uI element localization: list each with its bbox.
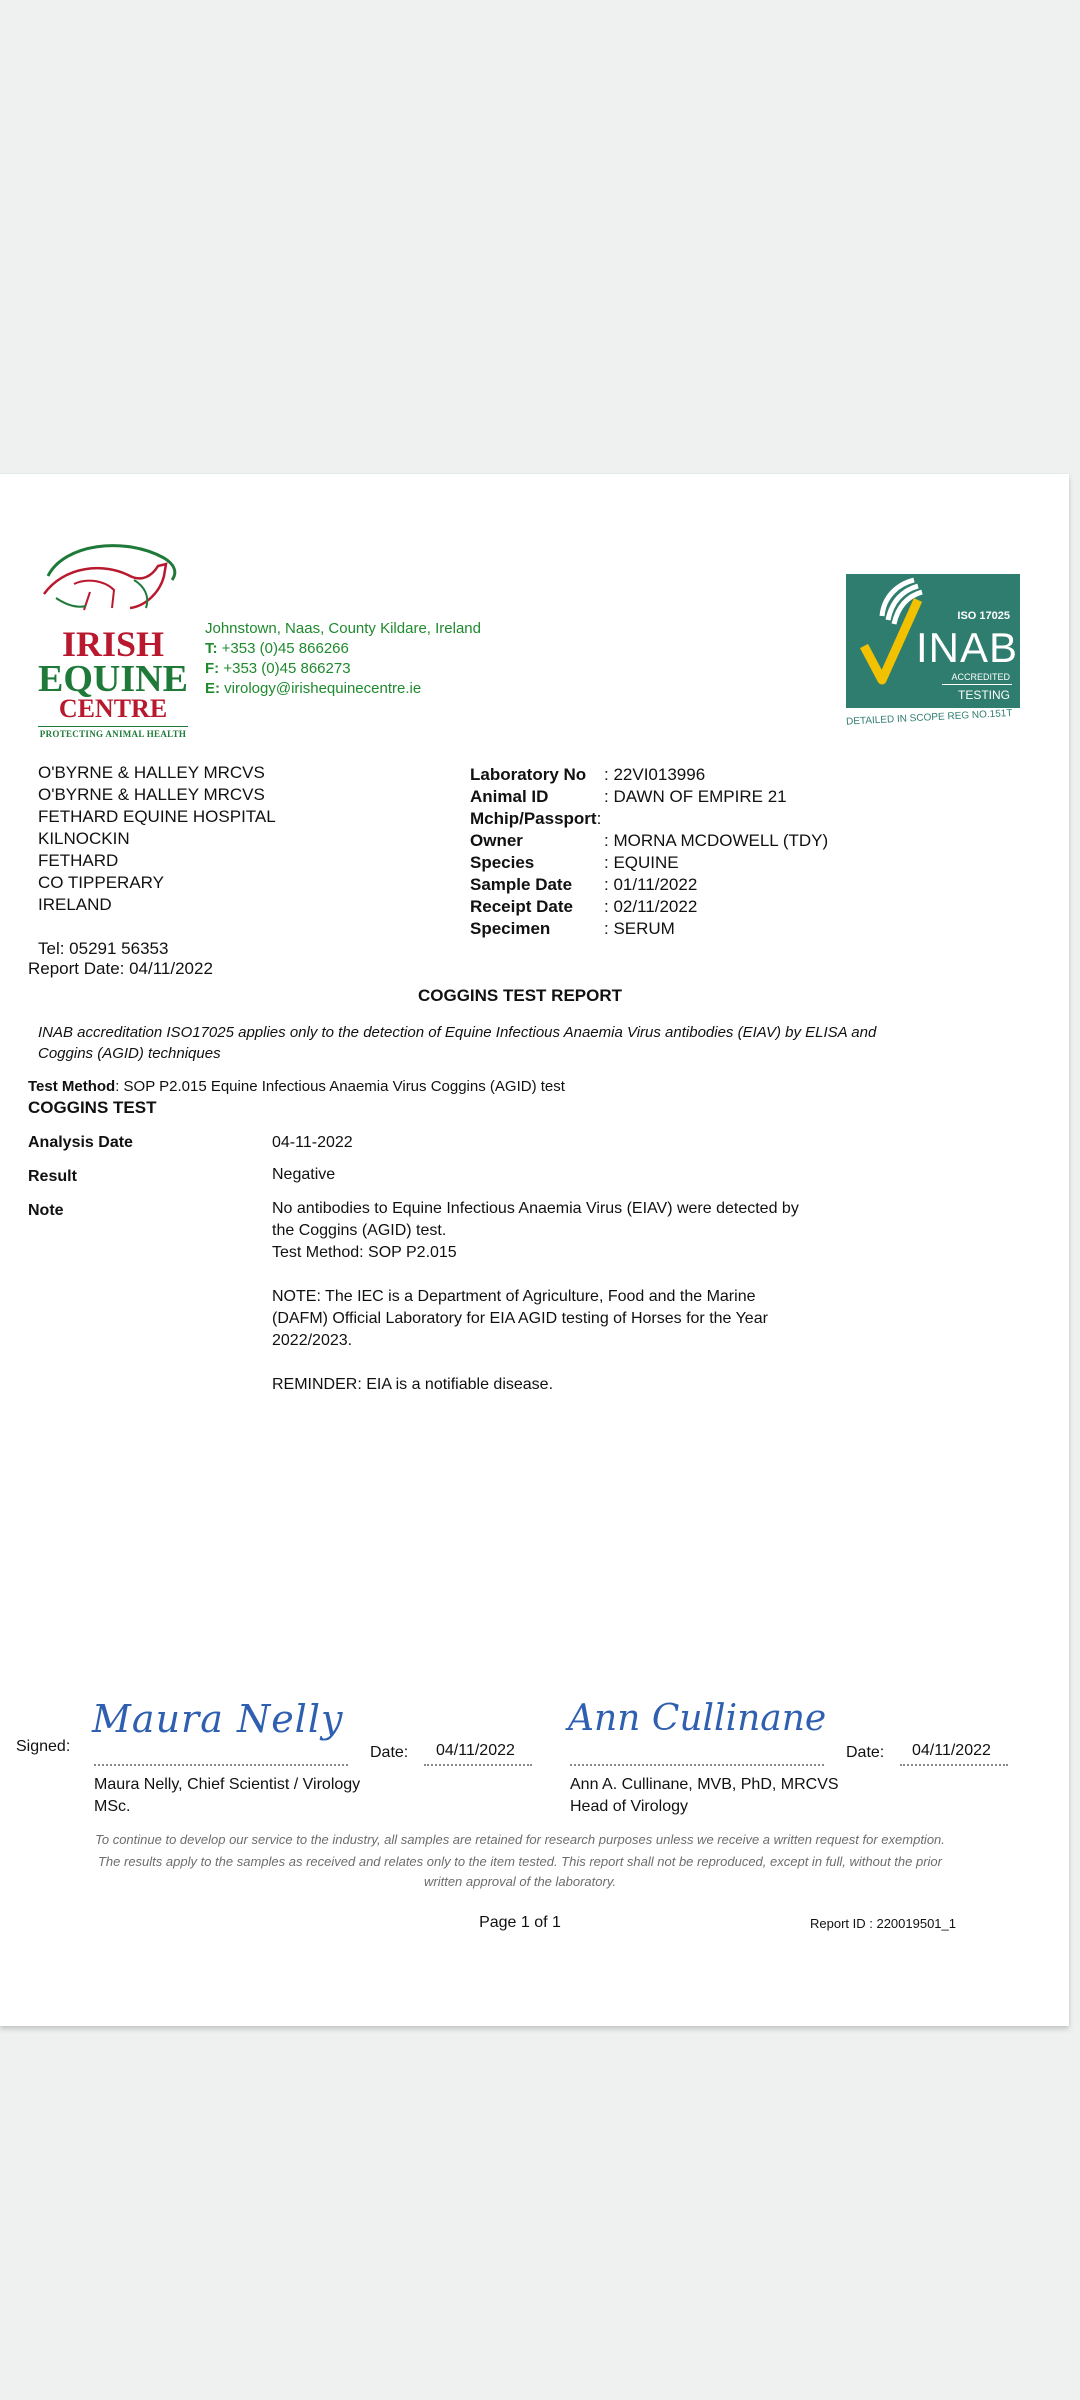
inab-accredited: ACCREDITED (951, 672, 1010, 682)
report-page (0, 474, 1069, 2026)
signature-1-script: Maura Nelly (92, 1697, 344, 1741)
page-number: Page 1 of 1 (479, 1914, 561, 1931)
report-title: COGGINS TEST REPORT (417, 986, 623, 1005)
inab-name: INAB (916, 624, 1019, 671)
signature-2 (568, 1696, 828, 1742)
note-text-1: No antibodies to Equine Infectious Anaemia Virus (EIAV) were detected by the Coggins (AGID) test. Test Method: SOP P2.015 (272, 1200, 799, 1261)
test-method: Test Method: SOP P2.015 Equine Infectious Anaemia Virus Coggins (AGID) test (28, 1078, 565, 1095)
client-address (38, 762, 276, 916)
logo-word-centre: CENTRE (58, 694, 168, 723)
note-text-3: REMINDER: EIA is a notifiable disease. (272, 1376, 554, 1393)
signature-1-name: Maura Nelly, Chief Scientist / Virology MSc. (94, 1776, 361, 1815)
inab-divider (942, 684, 1012, 685)
info-row: Laboratory No : 22VI013996 (470, 765, 706, 784)
signature-2-script: Ann Cullinane (568, 1698, 827, 1739)
info-row: Specimen : SERUM (470, 919, 675, 938)
note-label: Note (28, 1202, 64, 1219)
lab-contact (205, 619, 481, 699)
logo-tagline: PROTECTING ANIMAL HEALTH (38, 726, 188, 739)
logo-word-irish: IRISH (61, 624, 165, 664)
report-id: Report ID : 220019501_1 (810, 1916, 956, 1931)
footer-disclaimer-1: To continue to develop our service to the industry, all samples are retained for research purposes unless we receive a written request for exemption. (95, 1832, 945, 1847)
analysis-date-label: Analysis Date (28, 1134, 133, 1151)
client-line: IRELAND (38, 895, 112, 914)
client-line: O'BYRNE & HALLEY MRCVS (38, 785, 265, 804)
signature-2-name: Ann A. Cullinane, MVB, PhD, MRCVS Head of Virology (570, 1776, 839, 1815)
inab-panel (846, 574, 1020, 708)
date-label-2: Date: (846, 1744, 885, 1761)
section-title: COGGINS TEST (28, 1098, 157, 1117)
info-row: Sample Date : 01/11/2022 (470, 875, 698, 894)
lab-email: E: virology@irishequinecentre.ie (205, 680, 422, 697)
lab-address: Johnstown, Naas, County Kildare, Ireland (205, 620, 481, 637)
inab-testing: TESTING (957, 688, 1010, 702)
signature-1 (92, 1696, 348, 1742)
client-line: CO TIPPERARY (38, 873, 164, 892)
analysis-date-value: 04-11-2022 (272, 1134, 353, 1151)
signature-1-date: 04/11/2022 (436, 1742, 515, 1759)
inab-iso: ISO 17025 (957, 610, 1010, 622)
date-2-line (900, 1764, 1008, 1766)
info-row: Animal ID : DAWN OF EMPIRE 21 (470, 787, 787, 806)
logo-word-equine: EQUINE (38, 658, 188, 700)
client-line: FETHARD EQUINE HOSPITAL (38, 807, 276, 826)
signature-2-date: 04/11/2022 (912, 1742, 991, 1759)
signature-1-line (94, 1764, 348, 1766)
info-row: Receipt Date : 02/11/2022 (470, 897, 698, 916)
date-1-line (424, 1764, 532, 1766)
sample-info (470, 764, 1030, 940)
iec-logo (34, 536, 192, 723)
footer-disclaimer-2: The results apply to the samples as received and relates only to the item tested. This report shall not be reproduced, except in full, without the prior written approval of the laboratory. (97, 1854, 942, 1889)
date-label-1: Date: (370, 1744, 409, 1761)
signed-label: Signed: (16, 1738, 71, 1755)
client-line: FETHARD (38, 851, 119, 870)
result-label: Result (28, 1168, 77, 1185)
note-text-2: NOTE: The IEC is a Department of Agriculture, Food and the Marine (DAFM) Official Laboratory for EIA AGID testing of Horses for the Year 2022/2023. (272, 1288, 768, 1349)
lab-phone: T: +353 (0)45 866266 (205, 640, 349, 657)
client-line: O'BYRNE & HALLEY MRCVS (38, 763, 265, 782)
client-tel: Tel: 05291 56353 (38, 939, 169, 958)
result-value: Negative (272, 1166, 336, 1183)
lab-fax: F: +353 (0)45 866273 (205, 660, 351, 677)
accreditation-note: INAB accreditation ISO17025 applies only to the detection of Equine Infectious Anaemia Virus antibodies (EIAV) by ELISA and Coggins (AGID) techniques (38, 1024, 877, 1062)
info-row: Species : EQUINE (470, 853, 679, 872)
horse-logo-icon (34, 536, 192, 626)
info-row: Mchip/Passport : (470, 809, 602, 828)
client-line: KILNOCKIN (38, 829, 130, 848)
report-date: Report Date: 04/11/2022 (28, 959, 213, 978)
inab-scope: DETAILED IN SCOPE REG NO.151T (845, 707, 1013, 728)
info-row: Owner : MORNA MCDOWELL (TDY) (470, 831, 829, 850)
inab-badge (846, 574, 1022, 734)
signature-2-line (570, 1764, 824, 1766)
